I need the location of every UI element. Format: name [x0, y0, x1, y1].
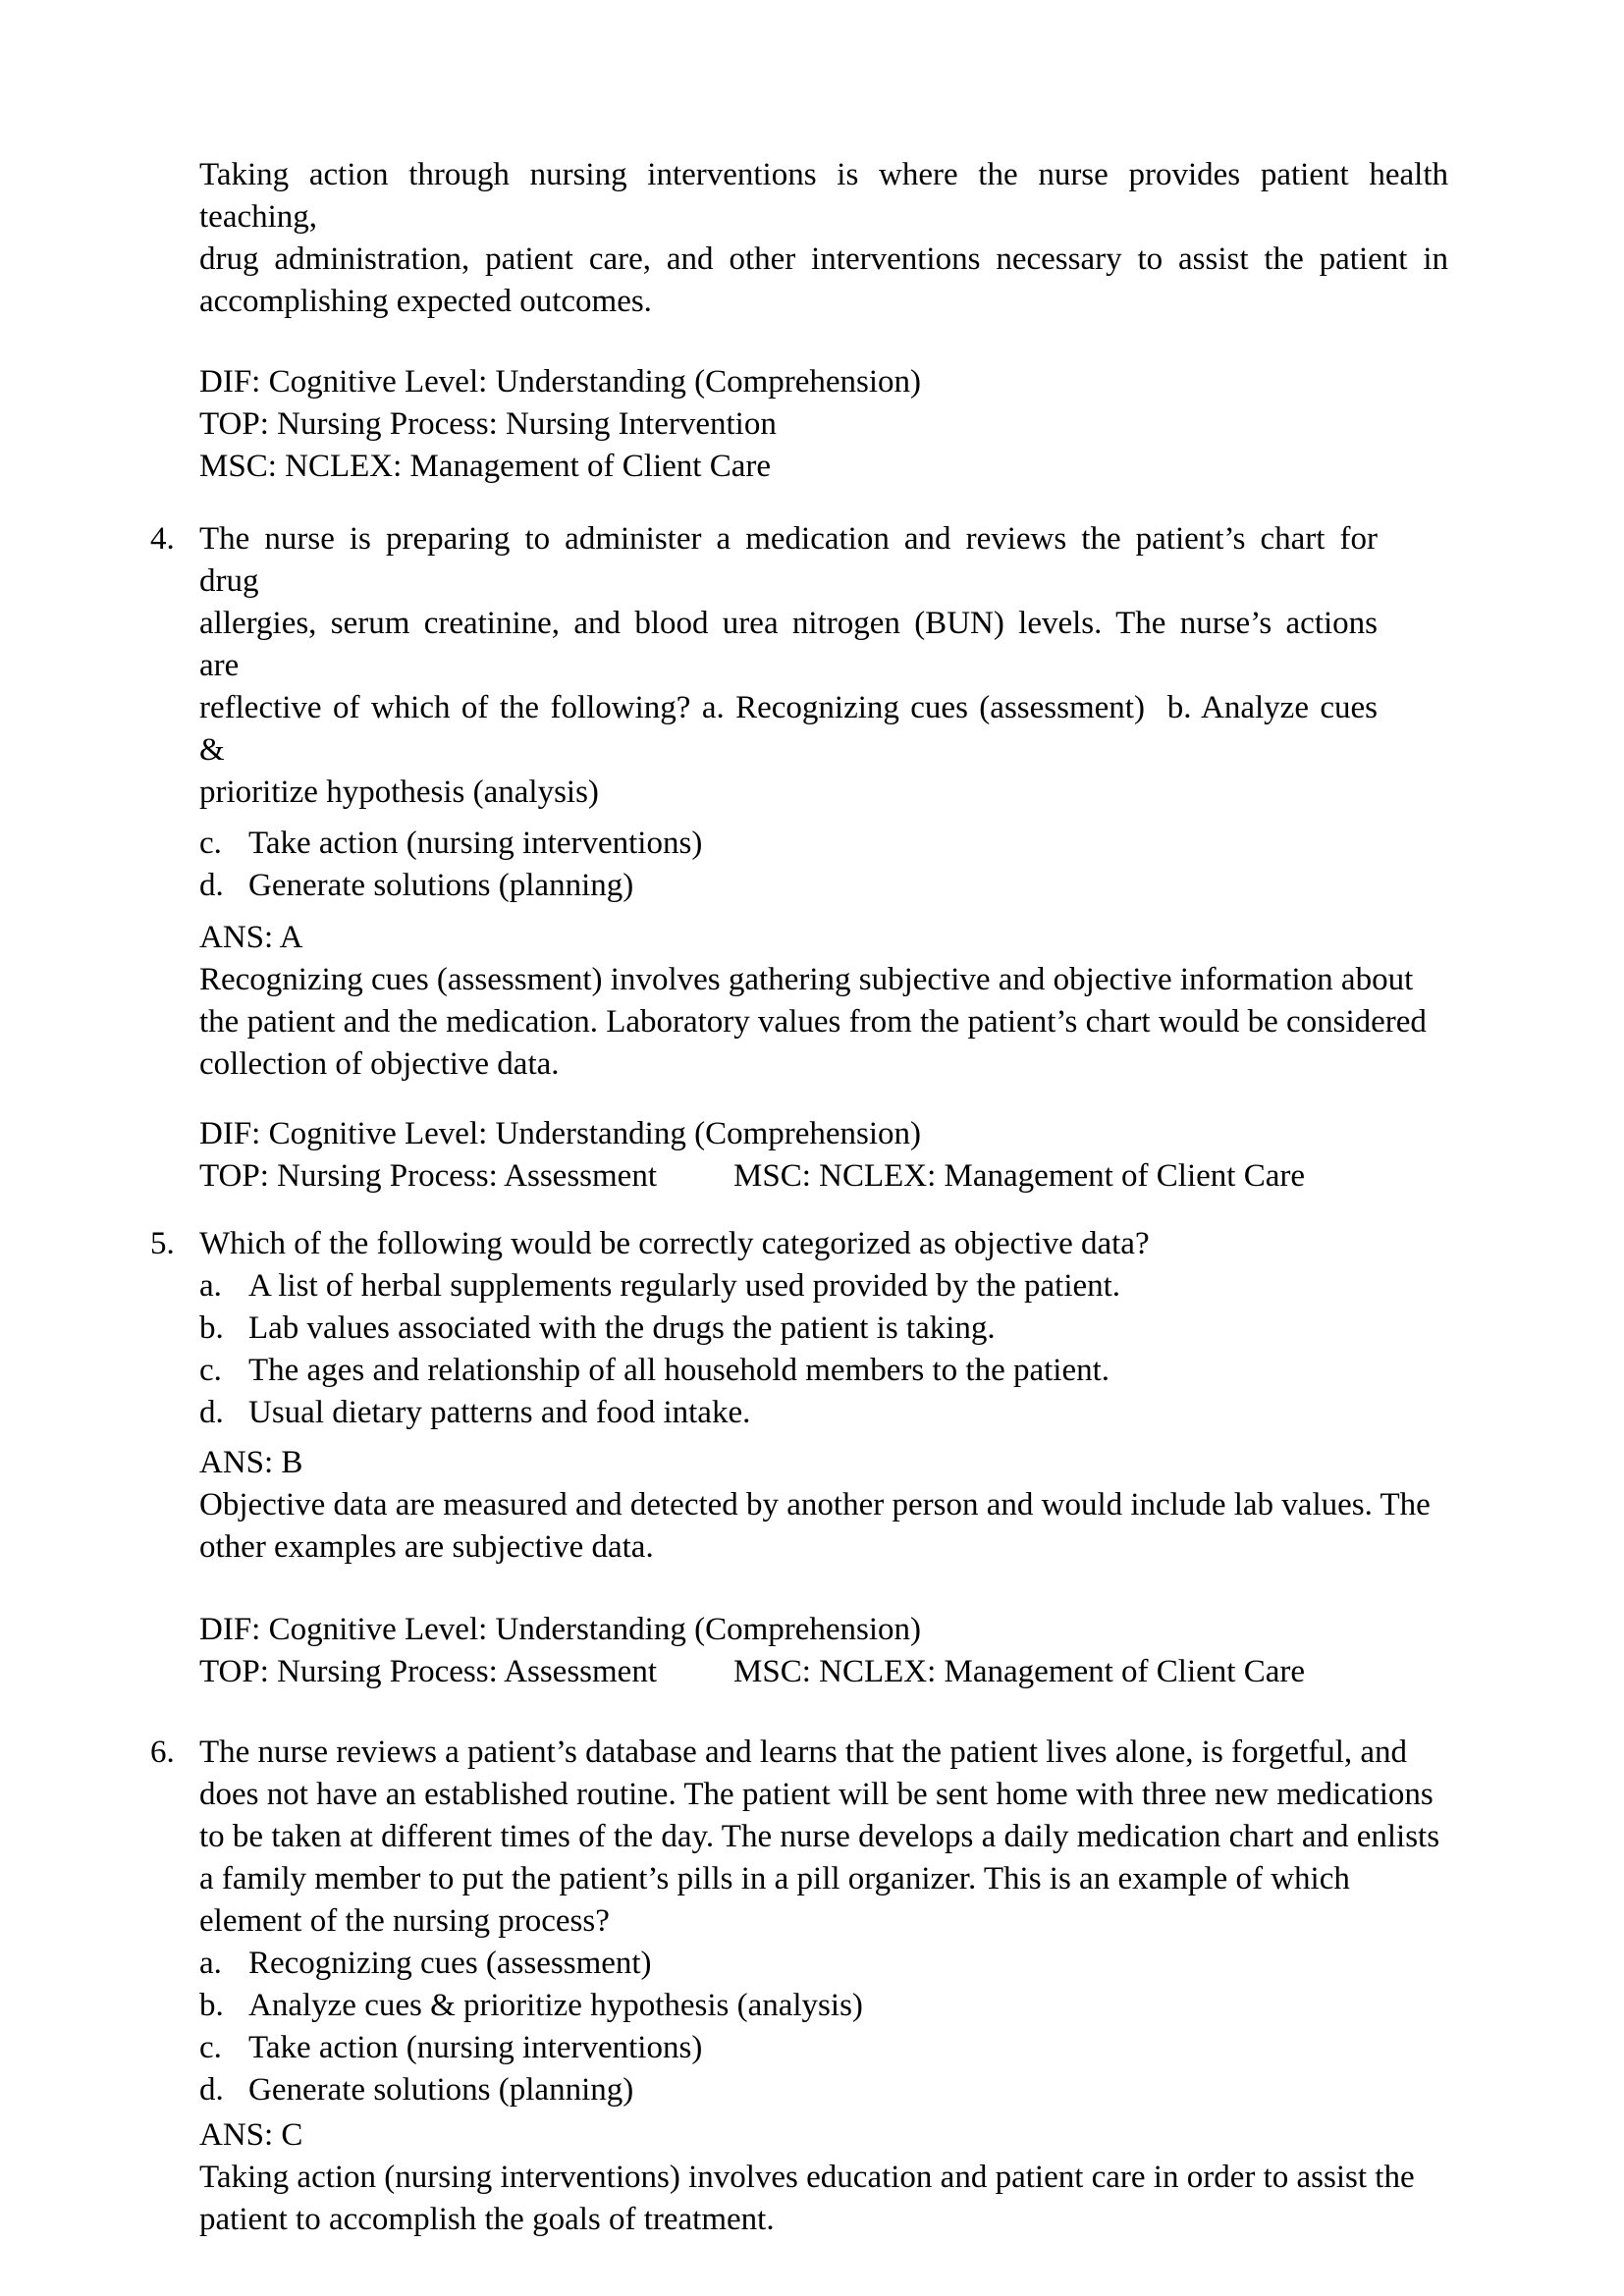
option-letter: d. — [199, 2072, 224, 2108]
stem-line: element of the nursing process? — [199, 1903, 610, 1939]
option-text: Generate solutions (planning) — [248, 868, 634, 903]
stem-line: The nurse reviews a patient’s database and learns that the patient lives alone, is forgetful, and — [199, 1735, 1408, 1770]
option-text: Lab values associated with the drugs the patient is taking. — [248, 1310, 996, 1346]
rationale-line: patient to accomplish the goals of treatment. — [199, 2202, 775, 2237]
question-stem — [199, 518, 1457, 814]
question-number: 4. — [150, 521, 175, 557]
answer-block — [199, 917, 1457, 1086]
option-row — [199, 1985, 1457, 2027]
option-letter: a. — [199, 1946, 222, 1981]
option-row — [199, 1392, 1457, 1434]
rationale-line: drug administration, patient care, and other interventions necessary to assist the patient in — [199, 241, 1448, 277]
top-line: TOP: Nursing Process: Nursing Intervention — [199, 406, 777, 442]
option-text: A list of herbal supplements regularly used provided by the patient. — [248, 1268, 1121, 1304]
stem-line: does not have an established routine. The patient will be sent home with three new medications — [199, 1777, 1434, 1812]
rationale-block-top — [199, 154, 1457, 323]
options-list — [199, 1265, 1457, 1434]
option-row — [199, 1265, 1457, 1308]
question-4 — [150, 518, 1457, 1198]
top-line: TOP: Nursing Process: Assessment — [199, 1158, 657, 1194]
metadata-block — [199, 1113, 1457, 1198]
metadata-block-top — [199, 361, 1457, 488]
stem-line: to be taken at different times of the day. The nurse develops a daily medication chart and enlists — [199, 1819, 1440, 1854]
option-text: Recognizing cues (assessment) — [248, 1946, 652, 1981]
option-text: Analyze cues & prioritize hypothesis (analysis) — [248, 1988, 863, 2023]
rationale-line: Taking action (nursing interventions) involves education and patient care in order to assist the — [199, 2160, 1415, 2195]
msc-line: MSC: NCLEX: Management of Client Care — [733, 1654, 1305, 1689]
rationale-line: collection of objective data. — [199, 1046, 560, 1082]
top-line: TOP: Nursing Process: Assessment — [199, 1654, 657, 1689]
rationale-line: other examples are subjective data. — [199, 1529, 654, 1565]
stem-line: prioritize hypothesis (analysis) — [199, 774, 599, 810]
rationale-line: the patient and the medication. Laboratory values from the patient’s chart would be considered — [199, 1004, 1427, 1040]
question-stem — [199, 1732, 1457, 1943]
question-6 — [150, 1732, 1457, 2241]
metadata-block — [199, 1609, 1457, 1693]
option-text: Generate solutions (planning) — [248, 2072, 634, 2108]
stem-line: The nurse is preparing to administer a medication and reviews the patient’s chart for drug — [199, 521, 1378, 599]
option-row — [199, 1943, 1457, 1985]
dif-line: DIF: Cognitive Level: Understanding (Comprehension) — [199, 1612, 922, 1647]
answer-block — [199, 2114, 1457, 2241]
option-row — [199, 1308, 1457, 1350]
option-row — [199, 865, 1457, 907]
rationale-line: Taking action through nursing interventions is where the nurse provides patient health teaching, — [199, 157, 1448, 235]
option-row — [199, 2069, 1457, 2111]
answer-line: ANS: A — [199, 920, 303, 955]
top-msc-line — [199, 1651, 1457, 1693]
stem-line: allergies, serum creatinine, and blood urea nitrogen (BUN) levels. The nurse’s actions are — [199, 606, 1378, 683]
dif-line: DIF: Cognitive Level: Understanding (Comprehension) — [199, 1116, 922, 1151]
option-letter: d. — [199, 868, 224, 903]
options-list — [199, 1943, 1457, 2111]
rationale-line: accomplishing expected outcomes. — [199, 284, 652, 319]
option-row — [199, 823, 1457, 865]
option-text: Take action (nursing interventions) — [248, 2030, 703, 2065]
option-letter: a. — [199, 1268, 222, 1304]
option-letter: d. — [199, 1395, 224, 1430]
stem-line: reflective of which of the following? a. Recognizing cues (assessment) b. Analyze cues & — [199, 690, 1378, 768]
question-5 — [150, 1223, 1457, 1693]
dif-line: DIF: Cognitive Level: Understanding (Comprehension) — [199, 364, 922, 400]
top-msc-line — [199, 1155, 1457, 1198]
option-text: The ages and relationship of all household members to the patient. — [248, 1353, 1110, 1388]
answer-line: ANS: B — [199, 1445, 303, 1480]
option-letter: c. — [199, 1353, 222, 1388]
option-letter: c. — [199, 2030, 222, 2065]
option-letter: b. — [199, 1310, 224, 1346]
msc-line: MSC: NCLEX: Management of Client Care — [733, 1158, 1305, 1194]
option-letter: c. — [199, 826, 222, 861]
question-number: 6. — [150, 1735, 175, 1770]
option-row — [199, 2027, 1457, 2069]
options-list — [199, 823, 1457, 907]
stem-line: Which of the following would be correctly categorized as objective data? — [199, 1226, 1150, 1261]
question-stem — [199, 1223, 1457, 1265]
rationale-line: Objective data are measured and detected by another person and would include lab values. The — [199, 1487, 1431, 1522]
question-number: 5. — [150, 1226, 175, 1261]
option-text: Take action (nursing interventions) — [248, 826, 703, 861]
stem-line: a family member to put the patient’s pills in a pill organizer. This is an example of which — [199, 1861, 1350, 1896]
rationale-line: Recognizing cues (assessment) involves gathering subjective and objective information about — [199, 962, 1414, 997]
option-text: Usual dietary patterns and food intake. — [248, 1395, 751, 1430]
answer-block — [199, 1442, 1457, 1569]
answer-line: ANS: C — [199, 2117, 303, 2153]
option-row — [199, 1350, 1457, 1392]
msc-line: MSC: NCLEX: Management of Client Care — [199, 449, 771, 484]
option-letter: b. — [199, 1988, 224, 2023]
